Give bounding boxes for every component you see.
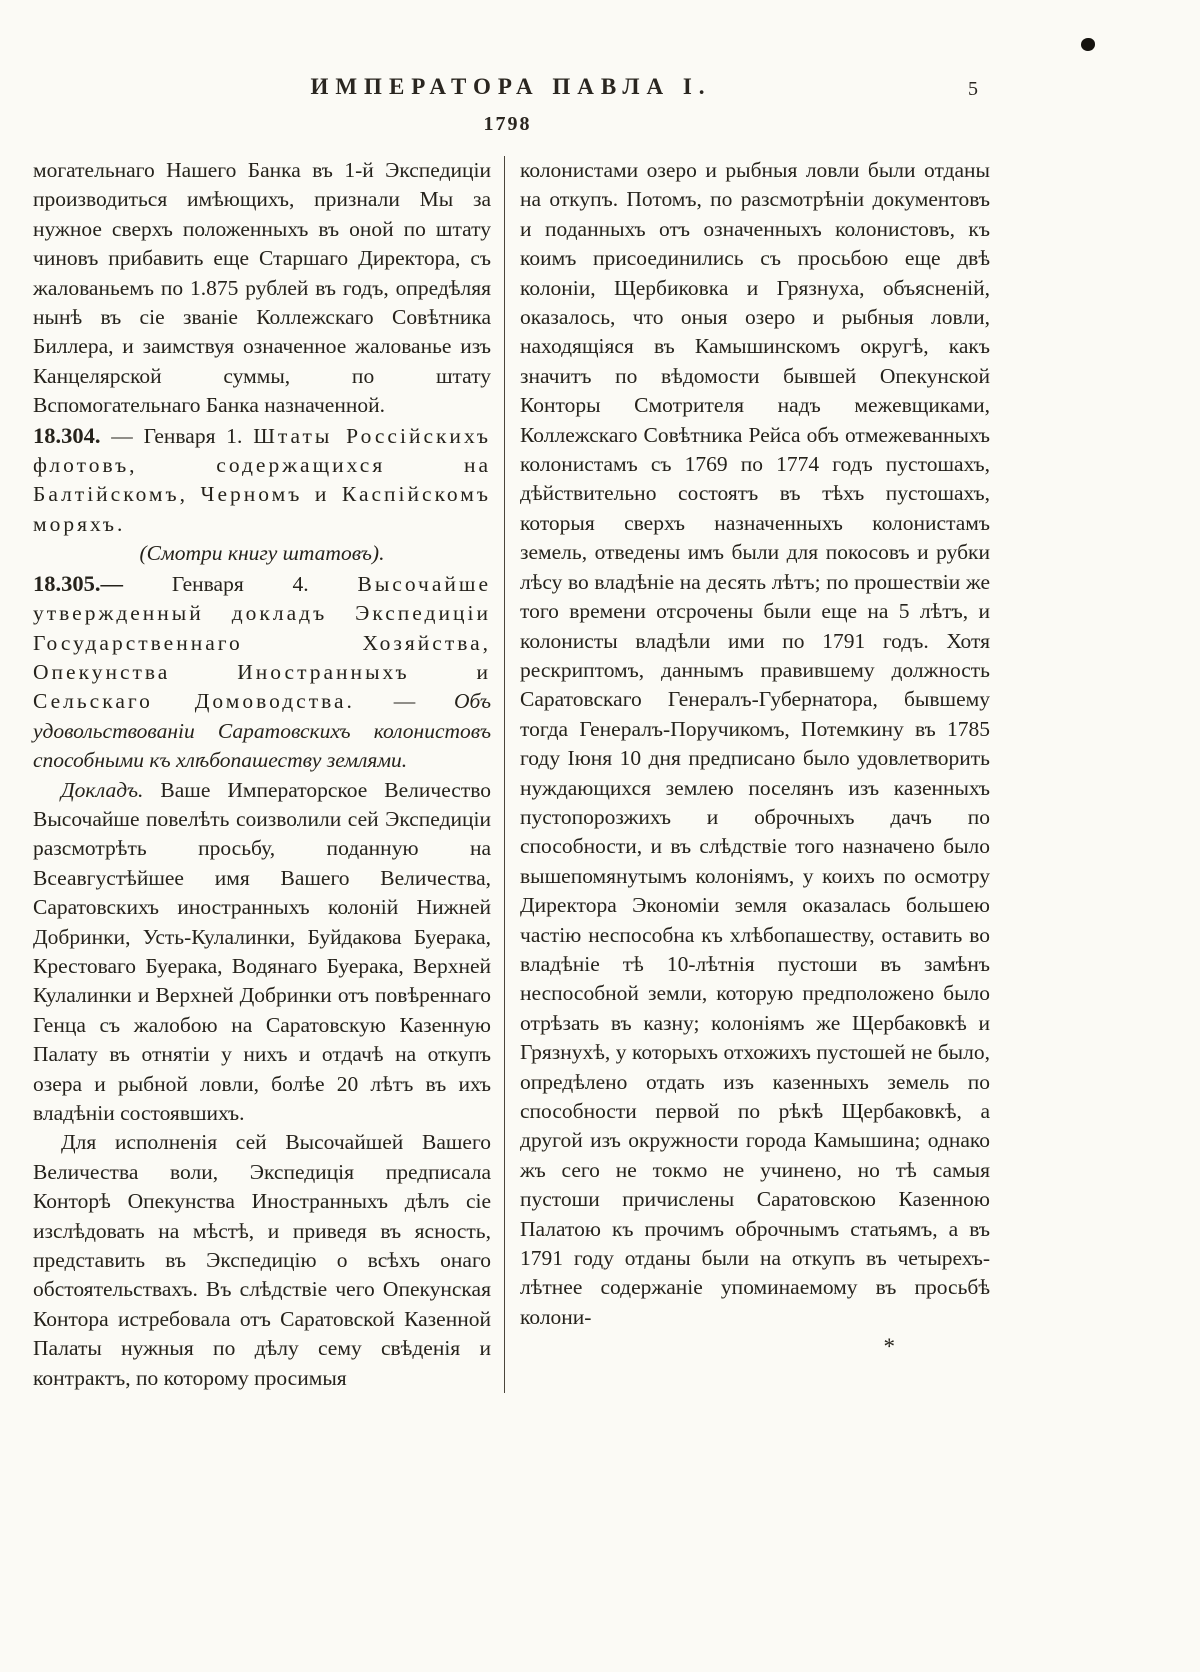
doklad-lead: Докладъ. bbox=[61, 777, 144, 802]
footnote-asterisk: * bbox=[883, 1334, 895, 1360]
entry-number: 18.304. bbox=[33, 422, 101, 448]
entry-number: 18.305.— bbox=[33, 570, 123, 596]
page-number: 5 bbox=[968, 78, 978, 100]
column-divider-rule bbox=[504, 156, 505, 1393]
paragraph-continuation: могательнаго Нашего Банка въ 1-й Экспедиціи производиться имѣющихъ, признали Мы за нужное сверхъ положенныхъ въ оной по штату чиновъ прибавить еще Старшаго Директора, съ жалованьемъ по 1.875 рублей въ годъ, опредѣляя нынѣ въ сіе званіе Коллежскаго Совѣтника Биллера, и заимствуя означенное жалованье изъ Канцелярской суммы, по штату Вспомогательнаго Банка назначенной. bbox=[33, 158, 491, 418]
entry-subtitle: Объ удовольствованіи Саратовскихъ колонистовъ способными къ хлѣбопашеству землями. bbox=[33, 689, 491, 773]
entry-18305 bbox=[33, 569, 491, 776]
year-heading: 1798 bbox=[483, 113, 532, 135]
text-columns bbox=[33, 156, 990, 1393]
cross-reference-note: (Смотри книгу штатовъ). bbox=[139, 541, 385, 566]
scan-speck bbox=[1081, 38, 1095, 51]
paragraph-continuation: колонистами озеро и рыбныя ловли были отданы на откупъ. Потомъ, по разсмотрѣніи документовъ и поданныхъ отъ означенныхъ колонистовъ, къ коимъ присоединились съ просьбою еще двѣ колоніи, Щербиковка и Грязнуха, объясненій, оказалось, что оныя озеро и рыбныя ловли, находящіяся въ Камышинскомъ округѣ, какъ значитъ по вѣдомости бывшей Опекунской Конторы Смотрителя надъ межевщиками, Коллежскаго Совѣтника Рейса объ отмежеванныхъ колонистамъ съ 1769 по 1774 годъ пустошахъ, дѣйствительно состоятъ въ тѣхъ пустошахъ, которыя сверхъ назначенныхъ колонистамъ земель, отведены имъ были для покосовъ и рубки лѣсу во владѣніе на десять лѣтъ; по прошествіи же того времени отсрочены были еще на 5 лѣтъ, и колонисты владѣли ими по 1791 годъ. Хотя рескриптомъ, даннымъ правившему должность Саратовскаго Генералъ-Губернатора, бывшему тогда Генералъ-Поручикомъ, Потемкину въ 1785 году Іюня 10 дня предписано было удовлетворить нуждающихся землею поселянъ изъ казенныхъ пустопорозжихъ и оброчныхъ дачъ по способности, и въ слѣдствіе того назначено было вышепомянутымъ колоніямъ, у коихъ по осмотру Директора Экономіи земля оказалась большею частію неспособна къ хлѣбопашеству, оставить во владѣніе тѣ 10-лѣтнія пустоши въ замѣнъ неспособной земли, которую предположено было отрѣзать въ казну; колоніямъ же Щербаковкѣ и Грязнухѣ, у которыхъ отхожихъ пустошей не было, опредѣлено отдать изъ казенныхъ земель по способности первой по рѣкѣ Щербаковкѣ, а другой изъ окружности города Камышина; однако жъ сего не токмо не учинено, но тѣ самыя пустоши причислены Саратовскою Казенною Палатою къ прочимъ оброчнымъ статьямъ, а въ 1791 году отданы были на откупъ въ четырехъ-лѣтнее содержаніе упоминаемому въ просьбѣ колони- bbox=[520, 158, 990, 1329]
entry-18304 bbox=[33, 421, 491, 540]
paragraph: Для исполненія сей Высочайшей Вашего Величества воли, Экспедиція предписала Конторѣ Опекунства Иностранныхъ дѣлъ сіе изслѣдовать на мѣстѣ, и приведя въ ясность, представить въ Экспедицію о всѣхъ онаго обстоятельствахъ. Въ слѣдствіе чего Опекунская Контора истребовала отъ Саратовской Казенной Палаты нужныя по дѣлу сему свѣденія и контрактъ, по которому просимыя bbox=[33, 1130, 491, 1390]
entry-date: Генваря 4. bbox=[123, 571, 358, 596]
doklad-text: Ваше Императорское Величество Высочайше повелѣть соизволили сей Экспедиціи разсмотрѣть просьбу, поданную на Всеавгустѣйшее имя Вашего Величества, Саратовскихъ иностранныхъ колоній Нижней Добринки, Усть-Кулалинки, Буйдакова Буерака, Крестоваго Буерака, Водянаго Буерака, Верхней Кулалинки и Верхней Добринки отъ повѣреннаго Генца съ жалобою на Саратовскую Казенную Палату въ отнятіи у нихъ и отдачѣ на откупъ озера и рыбной ловли, болѣе 20 лѣтъ въ ихъ владѣніи состоявшихъ. bbox=[33, 777, 491, 1125]
paragraph-doklad bbox=[33, 776, 491, 1129]
entry-title: Высочайше утвержденный докладъ Экспедиціи Государственнаго Хозяйства, Опекунства Иностранныхъ и Сельскаго Домоводства. bbox=[33, 571, 491, 714]
left-column bbox=[33, 156, 491, 1393]
entry-dash: — bbox=[354, 689, 455, 714]
page-title: ИМПЕРАТОРА ПАВЛА I. bbox=[310, 74, 712, 99]
entry-date: — Генваря 1. bbox=[100, 423, 254, 448]
page-header bbox=[30, 74, 992, 100]
entry-title: Штаты Россійскихъ флотовъ, содержащихся на Балтійскомъ, Черномъ и Каспійскомъ моряхъ. bbox=[33, 423, 491, 536]
right-column bbox=[520, 156, 990, 1393]
